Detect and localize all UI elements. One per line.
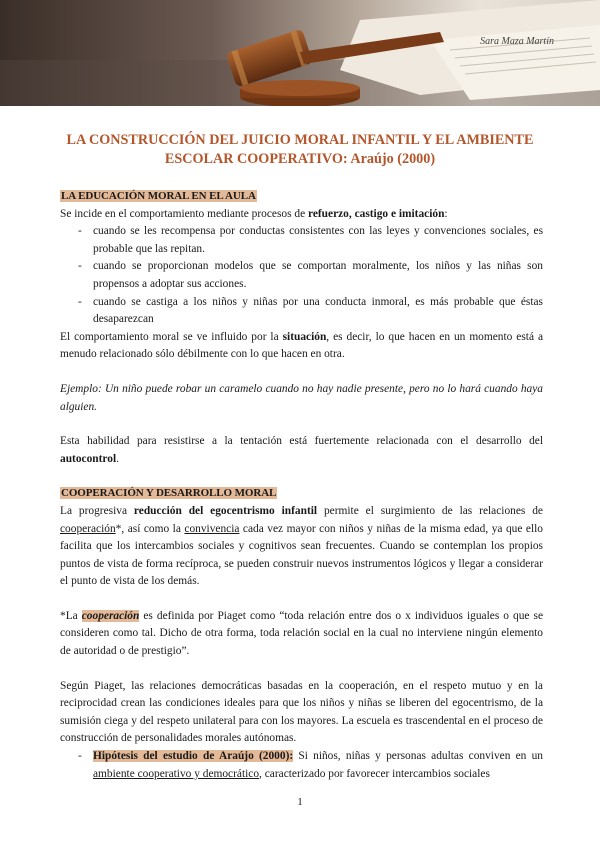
section-heading-educacion: LA EDUCACIÓN MORAL EN EL AULA: [61, 190, 256, 202]
hypothesis-list: [60, 748, 543, 783]
list-item: - cuando se les recompensa por conductas consistentes con las leyes y convenciones sociales, es probable que las repitan.: [60, 223, 543, 258]
document-body: [60, 188, 543, 783]
gavel-photo-illustration: [0, 0, 600, 106]
section2-paragraph-1: La progresiva reducción del egocentrismo infantil permite el surgimiento de las relaciones de cooperación*, así como la convivencia cada vez mayor con niños y niñas de la misma edad, ya que ello facilita que los intercambios sociales y cognitivos sean frecuentes. Cuando se contemplan los propios puntos de vista de forma recíproca, se pueden construir nuevos instrumentos lógicos y llegar a considerar el punto de vista de los demás.: [60, 504, 543, 588]
section1-bullet-list: [60, 223, 543, 329]
cooperation-definition-note: *La cooperación es definida por Piaget como “toda relación entre dos o x individuos iguales o que se consideren como tal. Dicho de otra forma, toda relación social en la cual no interviene ningún elemento de autoridad o de prestigio”.: [60, 609, 543, 658]
title-line-1: LA CONSTRUCCIÓN DEL JUICIO MORAL INFANTIL Y EL AMBIENTE: [66, 132, 534, 148]
list-item: - Hipótesis del estudio de Araújo (2000): Si niños, niñas y personas adultas conviven en un ambiente cooperativo y democrático, caracterizado por favorecer intercambios sociales: [60, 748, 543, 783]
list-item: - cuando se proporcionan modelos que se comportan moralmente, los niños y las niñas son propensos a adoptar sus acciones.: [60, 258, 543, 293]
header-photo: [0, 0, 600, 106]
author-name: Sara Maza Martín: [480, 36, 554, 47]
autocontrol-paragraph: Esta habilidad para resistirse a la tentación está fuertemente relacionada con el desarrollo del autocontrol.: [60, 435, 543, 465]
page-number: 1: [297, 796, 303, 808]
section1-situation-paragraph: El comportamiento moral se ve influido por la situación, es decir, lo que hacen en un momento está a menudo relacionado sólo débilmente con lo que hacen en otra.: [60, 330, 544, 361]
title-line-2: ESCOLAR COOPERATIVO: Araújo (2000): [164, 151, 436, 167]
section-heading-cooperacion: COOPERACIÓN Y DESARROLLO MORAL: [61, 487, 277, 500]
section2-paragraph-2: Según Piaget, las relaciones democráticas basadas en la cooperación, en el respeto mutuo y en la reciprocidad crean las condiciones ideales para que los niños y niñas se liberen del egocentrismo, de la sumisión ciega y del respeto unilateral para con los mayores. La escuela es trascendental en el proceso de construcción de personalidades morales autónomas.: [60, 679, 543, 745]
example-paragraph: Ejemplo: Un niño puede robar un caramelo cuando no hay nadie presente, pero no lo hará cuando haya alguien.: [60, 382, 543, 413]
section1-intro: Se incide en el comportamiento mediante procesos de refuerzo, castigo e imitación:: [60, 207, 448, 220]
list-item: - cuando se castiga a los niños y niñas por una conducta inmoral, es más probable que éstas desaparezcan: [60, 294, 543, 329]
page-title: [60, 131, 540, 169]
